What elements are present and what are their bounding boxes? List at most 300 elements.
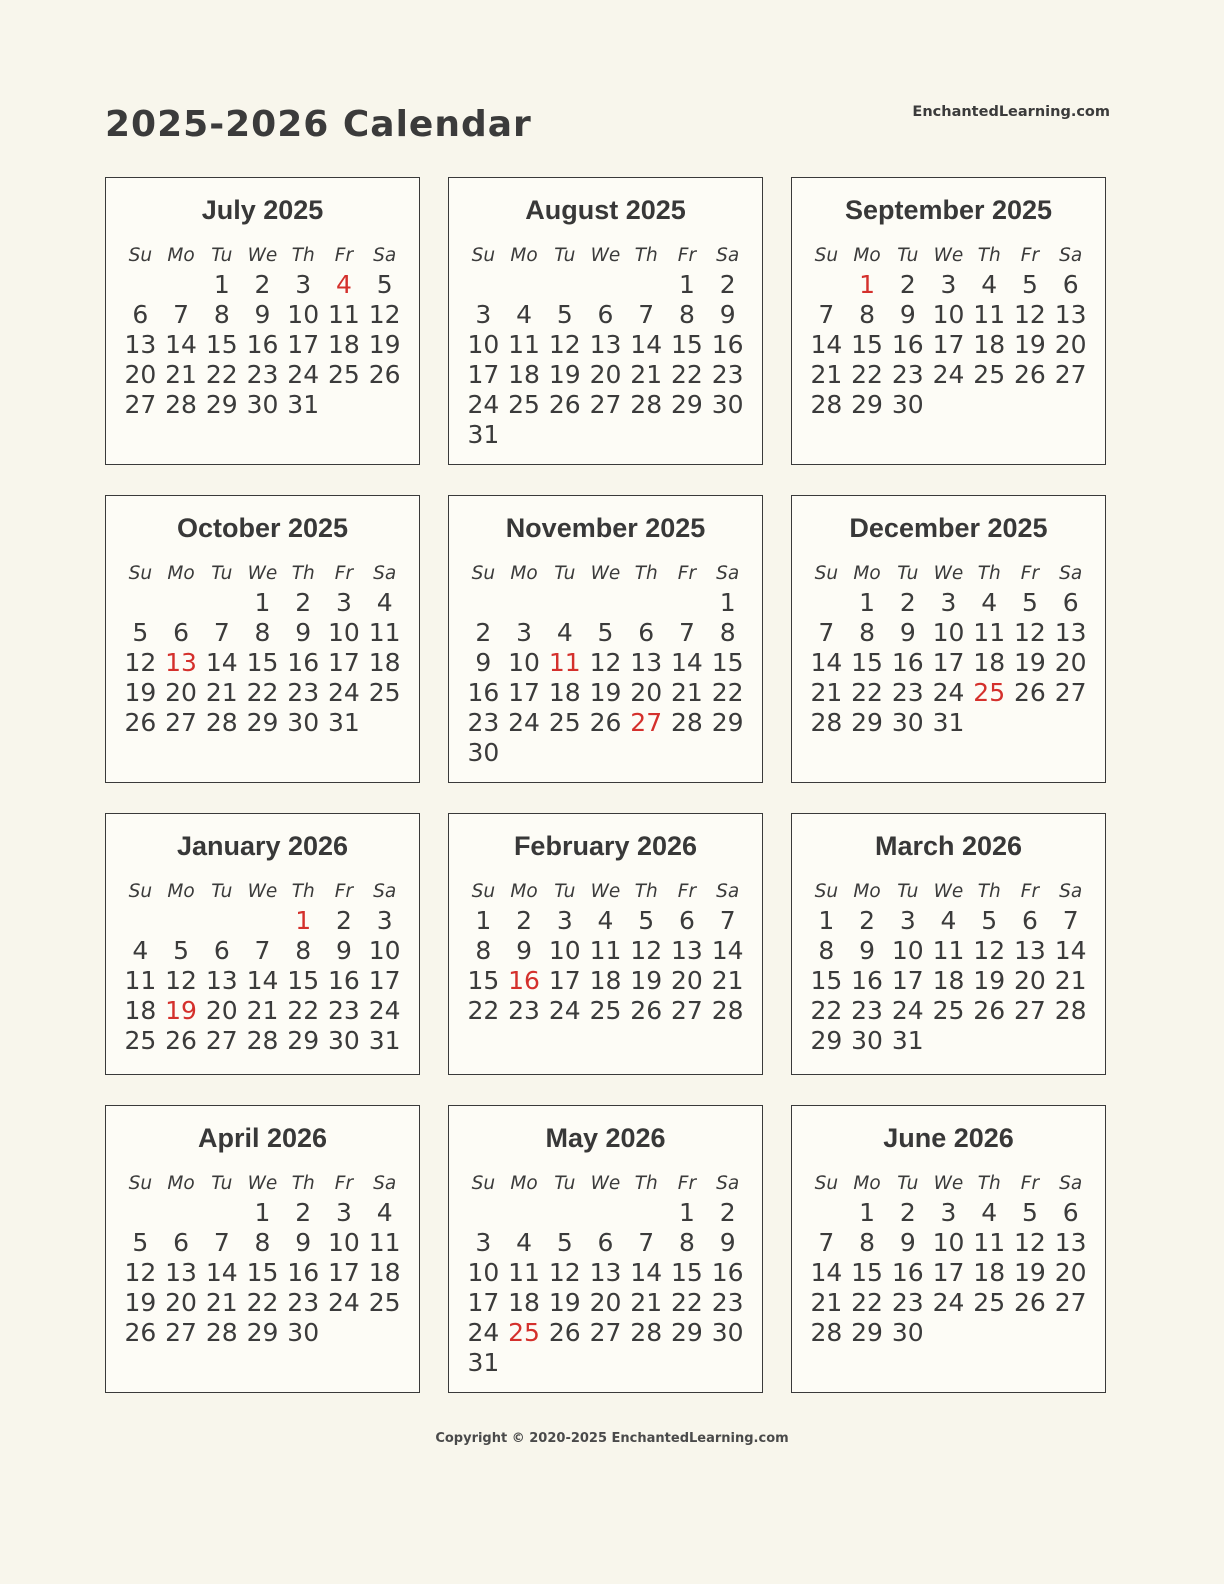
date-cell: 7 (818, 1228, 835, 1257)
date-cell: 12 (630, 936, 663, 965)
date-cell: 7 (678, 618, 695, 647)
date-cell: 29 (246, 708, 279, 737)
weekday-header: Tu (897, 1173, 919, 1194)
date-cell: 28 (810, 1318, 843, 1347)
month-calendar (105, 495, 420, 783)
date-cell: 21 (671, 678, 703, 707)
date-cell: 19 (630, 966, 663, 995)
date-cell: 26 (124, 708, 157, 737)
date-cell: 30 (287, 1318, 320, 1347)
date-cell: 20 (1054, 648, 1087, 677)
date-cell: 17 (368, 966, 401, 995)
date-cell: 4 (376, 588, 393, 617)
date-cell: 1 (719, 588, 736, 617)
date-cell: 23 (508, 996, 540, 1025)
date-cell: 3 (475, 300, 492, 329)
date-cell: 20 (589, 1288, 622, 1317)
date-cell: 30 (711, 1318, 744, 1347)
date-cell: 28 (711, 996, 744, 1025)
dates-grid (120, 588, 405, 738)
date-cell: 7 (638, 1228, 655, 1257)
date-cell: 28 (630, 390, 663, 419)
date-cell: 14 (810, 648, 843, 677)
date-cell: 14 (711, 936, 744, 965)
month-calendar (791, 813, 1106, 1075)
date-cell: 8 (475, 936, 492, 965)
date-cell: 16 (328, 966, 360, 995)
date-cell: 5 (556, 1228, 573, 1257)
date-cell: 14 (671, 648, 703, 677)
date-cell: 2 (899, 588, 916, 617)
empty-cell (120, 270, 161, 300)
date-cell: 20 (1014, 966, 1046, 995)
empty-cell (544, 1198, 585, 1228)
date-cell: 15 (467, 966, 500, 995)
weekday-header: Mo (510, 563, 538, 584)
date-cell: 19 (548, 360, 581, 389)
date-cell: 18 (589, 966, 622, 995)
date-cell: 1 (475, 906, 492, 935)
date-cell: 21 (630, 360, 663, 389)
date-cell: 17 (932, 330, 965, 359)
date-cell: 2 (475, 618, 492, 647)
date-cell: 15 (851, 330, 883, 359)
date-cell: 13 (589, 330, 622, 359)
date-cell: 10 (328, 1228, 360, 1257)
empty-cell (161, 588, 202, 618)
date-cell: 13 (205, 966, 238, 995)
date-cell: 13 (1054, 618, 1087, 647)
date-cell: 23 (467, 708, 500, 737)
date-cell: 16 (711, 330, 744, 359)
weekday-header: Tu (554, 563, 576, 584)
weekday-header: Su (128, 563, 153, 584)
date-cell: 8 (213, 300, 230, 329)
date-cell: 21 (1054, 966, 1087, 995)
weekday-header: Fr (1020, 563, 1040, 584)
date-cell: 22 (851, 360, 883, 389)
date-cell: 22 (246, 678, 279, 707)
month-calendar (791, 1105, 1106, 1393)
date-cell: 28 (810, 390, 843, 419)
date-cell: 20 (589, 360, 622, 389)
date-cell: 18 (932, 966, 965, 995)
month-calendar (105, 813, 420, 1075)
date-cell: 24 (467, 390, 500, 419)
date-cell: 5 (1021, 1198, 1038, 1227)
date-cell: 8 (859, 618, 876, 647)
date-cell: 23 (287, 1288, 320, 1317)
date-cell: 3 (295, 270, 312, 299)
date-cell: 29 (851, 390, 883, 419)
weekday-header: Sa (716, 881, 740, 902)
date-cell: 17 (932, 1258, 965, 1287)
date-cell: 22 (467, 996, 500, 1025)
date-cell: 18 (328, 330, 360, 359)
date-cell: 5 (597, 618, 614, 647)
date-cell-holiday: 16 (508, 966, 540, 995)
date-cell: 17 (932, 648, 965, 677)
date-cell: 11 (973, 300, 1006, 329)
date-cell-holiday: 25 (508, 1318, 540, 1347)
date-cell: 21 (630, 1288, 663, 1317)
date-cell: 10 (467, 330, 500, 359)
date-cell: 3 (376, 906, 393, 935)
date-cell: 25 (328, 360, 360, 389)
date-cell: 3 (940, 270, 957, 299)
date-cell: 12 (124, 1258, 157, 1287)
month-title: August 2025 (525, 195, 686, 225)
date-cell: 2 (719, 1198, 736, 1227)
date-cell: 2 (719, 270, 736, 299)
date-cell: 13 (630, 648, 663, 677)
date-cell: 22 (287, 996, 320, 1025)
date-cell: 8 (678, 1228, 695, 1257)
date-cell: 25 (368, 678, 401, 707)
date-cell: 29 (287, 1026, 320, 1055)
date-cell: 20 (1054, 330, 1087, 359)
dates-grid (463, 270, 748, 450)
weekday-header: Th (291, 563, 315, 584)
date-cell: 4 (516, 1228, 533, 1257)
date-cell: 27 (671, 996, 703, 1025)
date-cell: 25 (368, 1288, 401, 1317)
empty-cell (463, 588, 504, 618)
weekday-header: Th (977, 1173, 1001, 1194)
date-cell: 6 (173, 1228, 190, 1257)
date-cell-holiday: 13 (165, 648, 197, 677)
weekday-header: Mo (853, 881, 881, 902)
month-title: April 2026 (197, 1123, 328, 1153)
date-cell: 1 (254, 1198, 271, 1227)
date-cell: 27 (124, 390, 157, 419)
date-cell: 7 (213, 618, 230, 647)
dates-grid (806, 906, 1091, 1056)
weekday-header: Mo (853, 563, 881, 584)
date-cell: 16 (891, 648, 924, 677)
date-cell: 9 (899, 300, 916, 329)
date-cell: 3 (516, 618, 533, 647)
date-cell: 27 (165, 708, 197, 737)
weekday-header: Th (291, 1173, 315, 1194)
date-cell: 27 (1054, 1288, 1087, 1317)
date-cell: 3 (335, 1198, 352, 1227)
date-cell: 29 (711, 708, 744, 737)
date-cell: 2 (899, 270, 916, 299)
weekday-header: Mo (510, 1173, 538, 1194)
date-cell: 10 (368, 936, 401, 965)
dates-grid (806, 270, 1091, 420)
date-cell: 4 (132, 936, 149, 965)
weekday-header: Th (291, 881, 315, 902)
empty-cell (463, 1198, 504, 1228)
date-cell: 14 (205, 648, 238, 677)
weekday-header: Mo (510, 881, 538, 902)
weekday-row (463, 882, 748, 902)
month-calendar (448, 1105, 763, 1393)
date-cell: 21 (165, 360, 197, 389)
date-cell: 3 (940, 1198, 957, 1227)
empty-cell (585, 1198, 626, 1228)
date-cell: 25 (589, 996, 622, 1025)
date-cell: 1 (818, 906, 835, 935)
date-cell: 21 (246, 996, 279, 1025)
date-cell: 27 (1054, 360, 1087, 389)
weekday-header: Th (291, 245, 315, 266)
date-cell: 13 (671, 936, 703, 965)
month-title: March 2026 (874, 831, 1023, 861)
weekday-header: Fr (334, 1173, 354, 1194)
date-cell: 6 (1021, 906, 1038, 935)
empty-cell (544, 588, 585, 618)
month-calendar (791, 495, 1106, 783)
date-cell: 8 (254, 1228, 271, 1257)
date-cell: 5 (376, 270, 393, 299)
date-cell: 22 (205, 360, 238, 389)
date-cell: 23 (287, 678, 320, 707)
date-cell: 19 (1014, 648, 1046, 677)
weekday-header: We (933, 563, 964, 584)
date-cell: 31 (932, 708, 965, 737)
weekday-header: We (590, 563, 621, 584)
empty-cell (504, 270, 545, 300)
weekday-row (120, 882, 405, 902)
months-grid (105, 177, 1106, 1393)
date-cell: 21 (810, 678, 843, 707)
weekday-header: Fr (1020, 1173, 1040, 1194)
month-calendar (105, 177, 420, 465)
weekday-header: We (590, 1173, 621, 1194)
empty-cell (242, 906, 283, 936)
date-cell: 11 (328, 300, 360, 329)
date-cell: 22 (810, 996, 843, 1025)
date-cell: 13 (165, 1258, 197, 1287)
dates-grid (806, 588, 1091, 738)
dates-grid (806, 1198, 1091, 1348)
date-cell: 30 (328, 1026, 360, 1055)
weekday-header: Tu (211, 881, 233, 902)
month-title: December 2025 (849, 513, 1048, 543)
date-cell-holiday: 27 (630, 708, 663, 737)
date-cell: 24 (368, 996, 401, 1025)
weekday-header: Th (634, 1173, 658, 1194)
dates-grid (120, 1198, 405, 1348)
date-cell: 16 (287, 648, 320, 677)
date-cell: 21 (810, 1288, 843, 1317)
date-cell: 26 (548, 390, 581, 419)
weekday-header: We (247, 245, 278, 266)
date-cell: 5 (638, 906, 655, 935)
date-cell: 20 (671, 966, 703, 995)
date-cell: 26 (630, 996, 663, 1025)
date-cell: 25 (124, 1026, 157, 1055)
weekday-header: Th (634, 881, 658, 902)
date-cell: 7 (818, 300, 835, 329)
empty-cell (585, 270, 626, 300)
date-cell: 9 (719, 1228, 736, 1257)
date-cell: 19 (1014, 330, 1046, 359)
month-title: May 2026 (545, 1123, 666, 1153)
date-cell: 15 (671, 330, 703, 359)
date-cell-holiday: 19 (165, 996, 197, 1025)
date-cell: 27 (165, 1318, 197, 1347)
weekday-header: Fr (677, 881, 697, 902)
empty-cell (806, 588, 847, 618)
date-cell: 12 (548, 1258, 581, 1287)
date-cell: 22 (671, 1288, 703, 1317)
empty-cell (585, 588, 626, 618)
weekday-row (463, 1174, 748, 1194)
date-cell: 18 (973, 330, 1006, 359)
weekday-header: Su (814, 1173, 839, 1194)
dates-grid (120, 270, 405, 420)
date-cell: 20 (1054, 1258, 1087, 1287)
date-cell: 22 (671, 360, 703, 389)
date-cell: 19 (368, 330, 401, 359)
weekday-row (806, 564, 1091, 584)
weekday-header: Su (471, 563, 496, 584)
date-cell: 28 (246, 1026, 279, 1055)
date-cell: 6 (1062, 270, 1079, 299)
date-cell: 26 (973, 996, 1006, 1025)
date-cell: 21 (205, 678, 238, 707)
date-cell: 18 (548, 678, 581, 707)
date-cell: 11 (368, 1228, 401, 1257)
date-cell: 19 (124, 678, 157, 707)
date-cell: 14 (810, 330, 843, 359)
weekday-header: Fr (677, 563, 697, 584)
date-cell: 12 (1014, 300, 1046, 329)
date-cell: 31 (328, 708, 360, 737)
date-cell: 13 (1054, 1228, 1087, 1257)
date-cell: 11 (589, 936, 622, 965)
date-cell: 12 (589, 648, 622, 677)
date-cell: 12 (124, 648, 157, 677)
date-cell: 28 (205, 708, 238, 737)
date-cell: 17 (891, 966, 924, 995)
date-cell: 11 (124, 966, 157, 995)
date-cell: 6 (1062, 1198, 1079, 1227)
empty-cell (504, 1198, 545, 1228)
weekday-header: Tu (897, 881, 919, 902)
weekday-header: Sa (716, 1173, 740, 1194)
date-cell: 14 (630, 1258, 663, 1287)
date-cell-holiday: 1 (295, 906, 312, 935)
date-cell: 10 (287, 300, 320, 329)
dates-grid (120, 906, 405, 1056)
date-cell: 8 (719, 618, 736, 647)
date-cell: 6 (638, 618, 655, 647)
date-cell: 17 (508, 678, 540, 707)
month-calendar (105, 1105, 420, 1393)
date-cell: 24 (467, 1318, 500, 1347)
date-cell: 30 (246, 390, 279, 419)
weekday-header: Mo (510, 245, 538, 266)
date-cell: 7 (818, 618, 835, 647)
weekday-row (806, 1174, 1091, 1194)
date-cell: 15 (205, 330, 238, 359)
date-cell: 28 (810, 708, 843, 737)
date-cell: 31 (467, 1348, 500, 1377)
weekday-row (806, 246, 1091, 266)
date-cell: 30 (851, 1026, 883, 1055)
weekday-header: Sa (716, 245, 740, 266)
date-cell: 8 (859, 300, 876, 329)
date-cell: 6 (678, 906, 695, 935)
date-cell: 30 (891, 390, 924, 419)
date-cell: 28 (165, 390, 197, 419)
date-cell: 24 (328, 1288, 360, 1317)
dates-grid (463, 1198, 748, 1378)
empty-cell (806, 270, 847, 300)
date-cell: 16 (287, 1258, 320, 1287)
date-cell: 9 (295, 1228, 312, 1257)
date-cell: 2 (859, 906, 876, 935)
date-cell: 27 (1014, 996, 1046, 1025)
date-cell: 7 (213, 1228, 230, 1257)
date-cell: 3 (335, 588, 352, 617)
date-cell: 27 (205, 1026, 238, 1055)
empty-cell (463, 270, 504, 300)
weekday-row (463, 564, 748, 584)
date-cell: 31 (467, 420, 500, 449)
page-title: 2025-2026 Calendar (105, 104, 532, 145)
date-cell: 18 (368, 648, 401, 677)
date-cell: 23 (711, 1288, 744, 1317)
date-cell: 26 (1014, 360, 1046, 389)
date-cell: 18 (973, 648, 1006, 677)
empty-cell (201, 1198, 242, 1228)
date-cell: 2 (254, 270, 271, 299)
month-calendar (448, 813, 763, 1075)
date-cell: 15 (671, 1258, 703, 1287)
weekday-row (806, 882, 1091, 902)
empty-cell (120, 1198, 161, 1228)
month-title: October 2025 (176, 513, 349, 543)
date-cell: 19 (1014, 1258, 1046, 1287)
date-cell: 19 (124, 1288, 157, 1317)
weekday-header: Fr (1020, 881, 1040, 902)
date-cell: 16 (711, 1258, 744, 1287)
date-cell: 15 (851, 1258, 883, 1287)
date-cell: 19 (973, 966, 1006, 995)
date-cell: 20 (124, 360, 157, 389)
date-cell: 29 (671, 390, 703, 419)
date-cell: 23 (328, 996, 360, 1025)
date-cell: 4 (376, 1198, 393, 1227)
date-cell: 24 (328, 678, 360, 707)
date-cell: 2 (295, 1198, 312, 1227)
date-cell: 5 (1021, 588, 1038, 617)
weekday-header: Fr (334, 245, 354, 266)
date-cell: 29 (205, 390, 238, 419)
empty-cell (161, 270, 202, 300)
date-cell: 6 (597, 300, 614, 329)
date-cell: 11 (368, 618, 401, 647)
date-cell: 10 (548, 936, 581, 965)
date-cell: 28 (671, 708, 703, 737)
date-cell: 22 (851, 1288, 883, 1317)
weekday-header: Th (634, 245, 658, 266)
date-cell: 23 (891, 1288, 924, 1317)
weekday-header: We (590, 245, 621, 266)
date-cell: 4 (981, 588, 998, 617)
date-cell: 9 (899, 1228, 916, 1257)
date-cell: 16 (891, 330, 924, 359)
date-cell: 8 (295, 936, 312, 965)
date-cell: 30 (891, 708, 924, 737)
date-cell: 4 (556, 618, 573, 647)
